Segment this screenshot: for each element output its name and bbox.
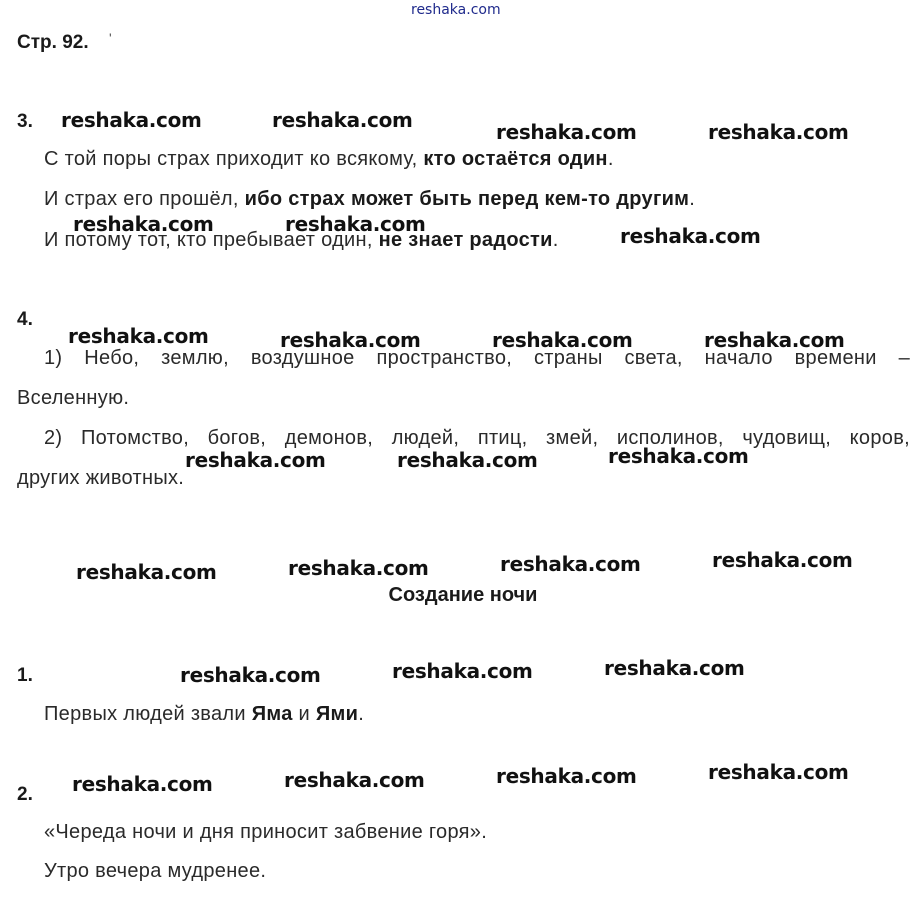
q4-paragraph-1-line-2: Вселенную.	[17, 387, 130, 409]
watermark: reshaka.com	[185, 448, 326, 472]
q3-line-3-end: .	[552, 229, 559, 251]
q3-line-3-answer: не знает радости	[378, 229, 553, 251]
q3-line-1-text: С той поры страх приходит ко всякому,	[44, 148, 424, 170]
watermark: reshaka.com	[397, 448, 538, 472]
watermark: reshaka.com	[61, 108, 202, 132]
watermark: reshaka.com	[500, 552, 641, 576]
page-header-mark: '	[109, 30, 112, 46]
q4-number: 4.	[17, 309, 33, 330]
watermark: reshaka.com	[68, 324, 209, 348]
watermark: reshaka.com	[496, 764, 637, 788]
q3-line-2	[44, 188, 695, 211]
s2-number: 2.	[17, 784, 33, 805]
s1-name-2: Ями	[315, 703, 359, 725]
watermark: reshaka.com	[496, 120, 637, 144]
s1-end: .	[358, 703, 365, 725]
q3-line-2-answer: ибо страх может быть перед кем-то другим	[244, 188, 690, 210]
q3-line-3-text: И потому тот, кто пребывает один,	[44, 229, 379, 251]
watermark: reshaka.com	[392, 659, 533, 683]
watermark: reshaka.com	[608, 444, 749, 468]
watermark: reshaka.com	[712, 548, 853, 572]
s1-line	[44, 703, 364, 726]
watermark: reshaka.com	[272, 108, 413, 132]
watermark: reshaka.com	[288, 556, 429, 580]
watermark: reshaka.com	[280, 328, 421, 352]
s2-line-2: Утро вечера мудренее.	[44, 860, 267, 882]
s1-conjunction: и	[292, 703, 316, 725]
watermark: reshaka.com	[72, 772, 213, 796]
watermark: reshaka.com	[285, 212, 426, 236]
watermark: reshaka.com	[708, 120, 849, 144]
q3-line-1-answer: кто остаётся один	[423, 148, 608, 170]
watermark: reshaka.com	[620, 224, 761, 248]
q3-line-2-text: И страх его прошёл,	[44, 188, 245, 210]
s2-line-1: «Череда ночи и дня приносит забвение горя».	[44, 821, 488, 843]
watermark: reshaka.com	[604, 656, 745, 680]
q4-paragraph-1-line-1: 1) Небо, землю, воздушное пространство, страны света, начало времени –	[44, 347, 910, 369]
section-title: Создание ночи	[388, 584, 538, 606]
watermark: reshaka.com	[73, 212, 214, 236]
watermark: reshaka.com	[708, 760, 849, 784]
page-header: Стр. 92.	[17, 32, 89, 53]
watermark: reshaka.com	[704, 328, 845, 352]
s1-text: Первых людей звали	[44, 703, 252, 725]
q3-line-1	[44, 148, 614, 171]
watermark: reshaka.com	[284, 768, 425, 792]
q4-paragraph-2-line-2: других животных.	[17, 467, 185, 489]
site-watermark: reshaka.com	[411, 2, 501, 18]
q3-line-2-end: .	[689, 188, 696, 210]
q3-line-1-end: .	[607, 148, 614, 170]
q4-paragraph-2-line-1: 2) Потомство, богов, демонов, людей, птиц, змей, исполинов, чудовищ, коров,	[44, 427, 910, 449]
watermark: reshaka.com	[492, 328, 633, 352]
s1-number: 1.	[17, 665, 33, 686]
s1-name-1: Яма	[251, 703, 293, 725]
watermark: reshaka.com	[76, 560, 217, 584]
q3-number: 3.	[17, 111, 33, 132]
watermark: reshaka.com	[180, 663, 321, 687]
